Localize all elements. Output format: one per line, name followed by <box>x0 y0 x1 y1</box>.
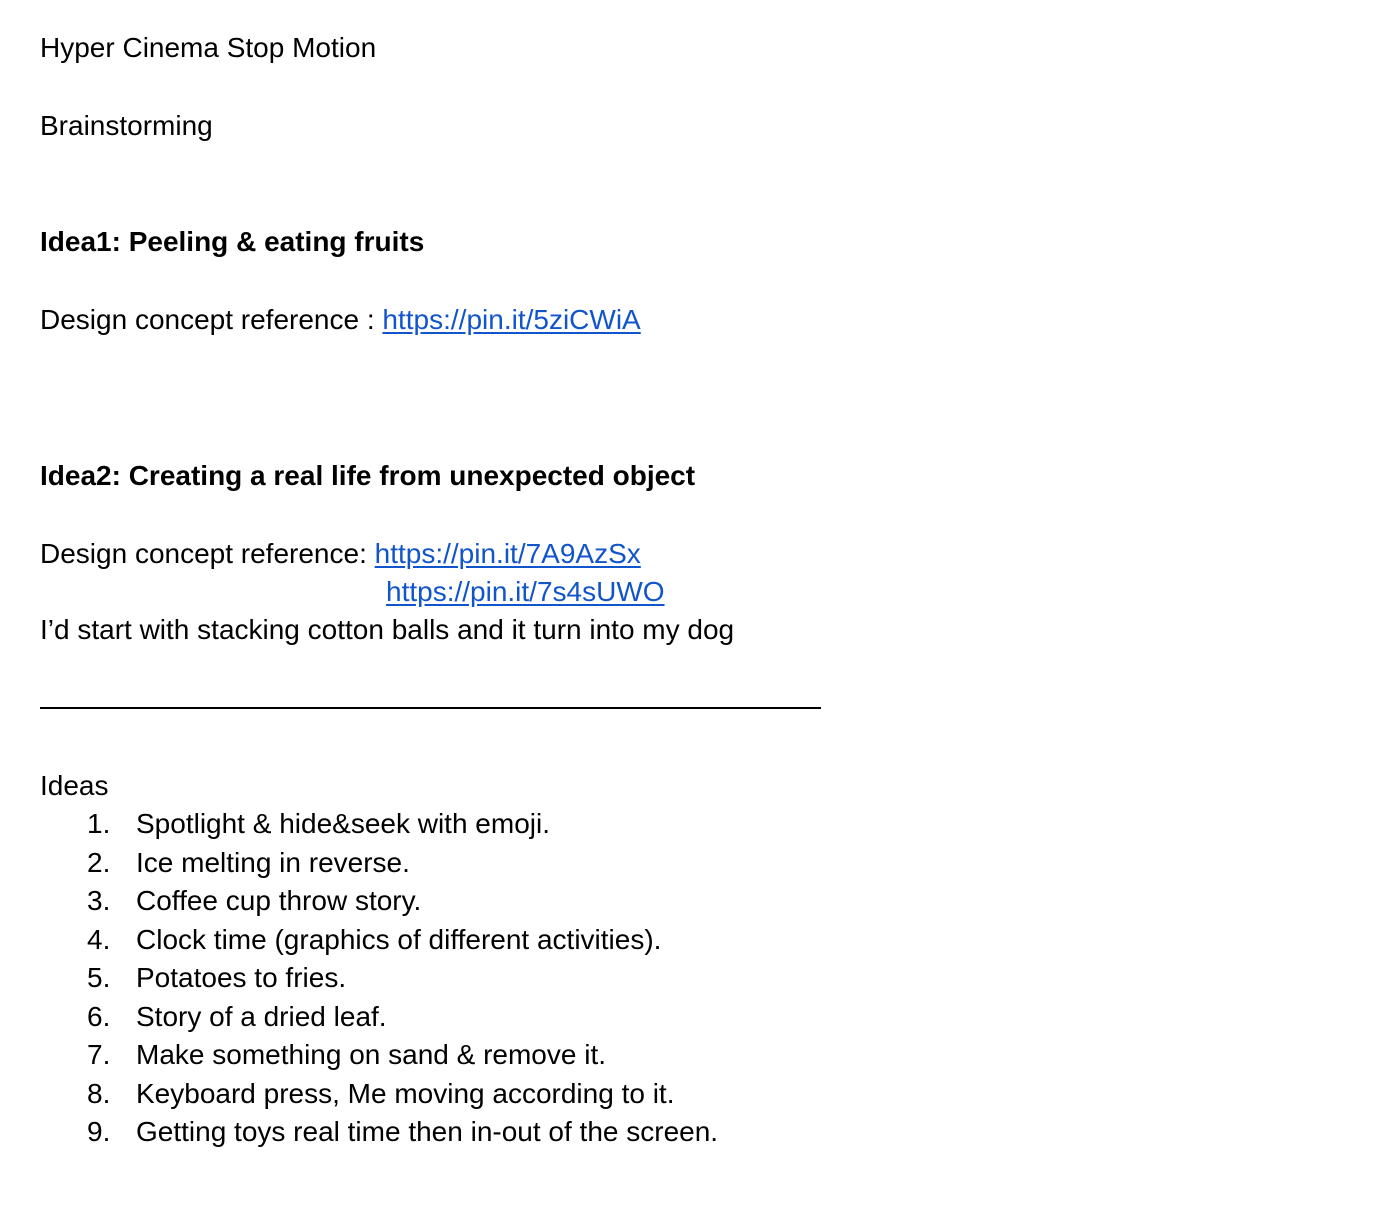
document-title: Hyper Cinema Stop Motion <box>40 32 377 63</box>
idea2-reference-link-1[interactable]: https://pin.it/7A9AzSx <box>374 538 641 569</box>
list-item-text: Story of a dried leaf. <box>136 1000 387 1032</box>
list-item-text: Ice melting in reverse. <box>136 846 410 878</box>
list-item-text: Getting toys real time then in-out of the screen. <box>136 1116 719 1147</box>
list-item-text: Make something on sand & remove it. <box>136 1039 607 1070</box>
ideas-heading: Ideas <box>40 770 109 801</box>
idea2-reference <box>40 535 641 573</box>
idea2-reference-link-2[interactable]: https://pin.it/7s4sUWO <box>386 576 665 607</box>
list-item-text: Spotlight & hide&seek with emoji. <box>136 808 550 839</box>
list-item-text: Potatoes to fries. <box>136 962 347 993</box>
idea2-reference-second <box>386 573 665 611</box>
idea1-heading: Idea1: Peeling & eating fruits <box>40 226 425 257</box>
list-item-number: 2. <box>87 846 111 878</box>
idea2-note: I’d start with stacking cotton balls and it turn into my dog <box>40 614 735 645</box>
brainstorming-heading: Brainstorming <box>40 110 213 141</box>
separator-line <box>40 707 821 709</box>
list-item-number: 9. <box>87 1116 111 1147</box>
list-item-text: Coffee cup throw story. <box>136 885 422 916</box>
idea1-reference-label: Design concept reference : <box>40 304 383 335</box>
list-item-number: 3. <box>87 885 111 916</box>
list-item-text: Keyboard press, Me moving according to it. <box>136 1077 675 1109</box>
idea2-heading: Idea2: Creating a real life from unexpected object <box>40 460 696 491</box>
list-item-number: 7. <box>87 1039 111 1070</box>
list-item-number: 5. <box>87 962 111 993</box>
list-item-number: 8. <box>87 1077 111 1109</box>
idea2-reference-label: Design concept reference: <box>40 538 375 569</box>
list-item-number: 1. <box>87 808 111 839</box>
list-item-number: 4. <box>87 923 111 955</box>
list-item-number: 6. <box>87 1000 111 1032</box>
idea1-reference <box>40 301 641 339</box>
list-item-text: Clock time (graphics of different activities). <box>136 923 662 955</box>
idea1-reference-link[interactable]: https://pin.it/5ziCWiA <box>382 304 641 335</box>
